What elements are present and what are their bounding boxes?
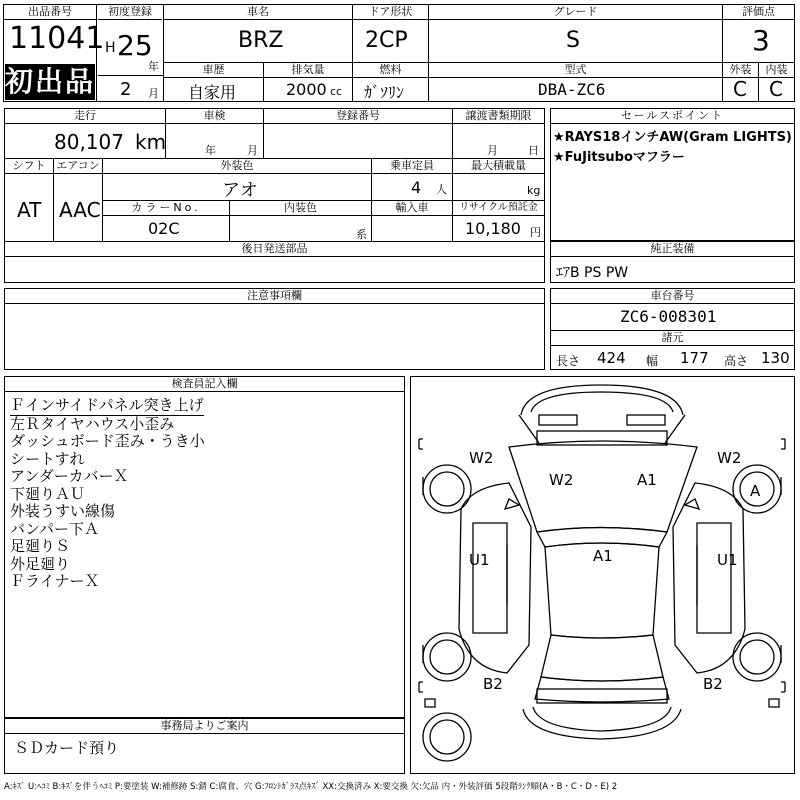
office-label: 事務局よりご案内 xyxy=(5,719,404,734)
dims-label: 諸元 xyxy=(551,331,794,346)
inspection-month-unit: 月 xyxy=(247,144,258,157)
seats-value: 4 xyxy=(411,178,422,197)
interior-label: 内装 xyxy=(759,63,794,78)
lot-label: 出品番号 xyxy=(4,5,96,20)
inspector-label: 検査員記入欄 xyxy=(5,377,404,392)
shift-value: AT xyxy=(17,198,42,222)
mark-w2-hood: W2 xyxy=(549,471,574,489)
equipment-value: ｴｱB PS PW xyxy=(556,265,629,281)
history-label: 車歴 xyxy=(164,63,263,78)
equipment-label: 純正装備 xyxy=(551,242,794,257)
color-value: アオ xyxy=(222,180,258,201)
displacement-label: 排気量 xyxy=(264,63,352,78)
reg-label: 初度登録 xyxy=(98,5,162,20)
mark-a1-hood: A1 xyxy=(637,471,657,489)
mark-a1-roof: A1 xyxy=(593,547,613,565)
plate-label: 登録番号 xyxy=(264,109,452,124)
ac-label: エアコン xyxy=(54,159,102,174)
score-label: 評価点 xyxy=(723,5,794,20)
reg-year: 25 xyxy=(117,29,153,62)
note-line: ダッシュボード歪み・うき小 xyxy=(10,432,205,450)
length-label: 長さ xyxy=(556,354,581,368)
mark-w2-front-left: W2 xyxy=(469,449,494,467)
note-line: アンダーカバーＸ xyxy=(10,467,129,485)
sales-points-list xyxy=(553,128,792,168)
note-line: バンパー下Ａ xyxy=(10,519,99,538)
note-line: 外装うすい線傷 xyxy=(10,502,116,520)
length-value: 424 xyxy=(597,349,626,367)
mileage-value: 80,107 xyxy=(54,130,124,154)
office-text: ＳＤカード預り xyxy=(14,739,120,757)
notes-label: 注意事項欄 xyxy=(5,289,544,304)
width-value: 177 xyxy=(680,349,709,367)
mark-u1-right: U1 xyxy=(717,551,738,569)
chassis-value: ZC6-008301 xyxy=(620,307,717,326)
inspector-notes xyxy=(10,395,205,591)
reg-era: H xyxy=(105,40,116,56)
ac-value: AAC xyxy=(59,198,101,222)
mileage-label: 走行 xyxy=(5,109,165,124)
mileage-unit: km xyxy=(135,130,167,154)
interior-value: C xyxy=(769,77,783,101)
exterior-label: 外装 xyxy=(723,63,758,78)
score-value: 3 xyxy=(752,24,770,57)
mark-u1-left: U1 xyxy=(469,551,490,569)
height-label: 高さ xyxy=(724,354,749,368)
first-listing-badge: 初出品 xyxy=(5,65,96,98)
color-label: 外装色 xyxy=(103,159,371,174)
grade-value: S xyxy=(566,28,580,53)
recycle-value: 10,180 xyxy=(465,219,521,238)
car-name: BRZ xyxy=(238,28,284,53)
reg-month: 2 xyxy=(120,79,132,100)
reg-year-unit: 年 xyxy=(148,60,159,73)
recycle-unit: 円 xyxy=(530,226,541,239)
inspection-year-unit: 年 xyxy=(205,144,216,157)
transfer-label: 譲渡書類期限 xyxy=(453,109,544,124)
displacement-unit: cc xyxy=(330,85,343,98)
sales-point-item: ★RAYS18インチAW(Gram LIGHTS) xyxy=(553,130,792,145)
height-value: 130 xyxy=(761,349,790,367)
mark-w2-front-right: W2 xyxy=(717,449,742,467)
mark-b2-rear-right: B2 xyxy=(703,675,723,693)
chassis-label: 車台番号 xyxy=(551,289,794,304)
exterior-value: C xyxy=(733,77,747,101)
mark-b2-rear-left: B2 xyxy=(483,675,503,693)
car-diagram-svg xyxy=(411,377,794,773)
later-parts-label: 後日発送部品 xyxy=(5,242,544,257)
damage-legend: A:ｷｽﾞ U:ﾍｺﾐ B:ｷｽﾞを伴うﾍｺﾐ P:要塗装 W:補修跡 S:錆 C:腐食、穴 G:ﾌﾛﾝﾄｶﾞﾗｽ点ｷｽﾞ XX:交換済み X:要交換 欠:欠品 内・外装評価 5段階ﾗﾝｸ順(A・B・C・D・E) 2 xyxy=(4,782,618,792)
note-line: 外足廻り xyxy=(10,554,71,573)
shift-label: シフト xyxy=(5,159,53,174)
door-type: 2CP xyxy=(365,28,408,53)
fuel-label: 燃料 xyxy=(353,63,428,78)
model-value: DBA-ZC6 xyxy=(538,80,606,99)
sales-points-label: セールスポイント xyxy=(551,109,794,124)
load-unit: kg xyxy=(527,184,541,197)
reg-month-unit: 月 xyxy=(148,87,159,100)
history-value: 自家用 xyxy=(188,83,237,102)
transfer-day-unit: 日 xyxy=(528,144,539,157)
lot-number: 11041 xyxy=(9,21,105,56)
import-label: 輸入車 xyxy=(372,201,452,216)
note-line: Ｆインサイドパネル突き上げ xyxy=(10,396,204,414)
note-line: 左Ｒタイヤハウス小歪み xyxy=(10,414,175,433)
width-label: 幅 xyxy=(646,354,659,368)
mark-a-front-right-wheel: A xyxy=(750,482,761,500)
interior-color-label: 内装色 xyxy=(230,201,371,216)
load-label: 最大積載量 xyxy=(453,159,544,174)
interior-color-unit: 系 xyxy=(356,228,367,241)
inspection-label: 車検 xyxy=(166,109,263,124)
note-line: 下廻りＡＵ xyxy=(10,484,86,503)
seats-label: 乗車定員 xyxy=(372,159,452,174)
recycle-label: リサイクル預託金 xyxy=(453,201,544,216)
name-label: 車名 xyxy=(164,5,352,20)
door-label: ドア形状 xyxy=(353,5,428,20)
note-line: ＦライナーＸ xyxy=(10,572,100,590)
grade-label: グレード xyxy=(429,5,722,20)
color-no-label: カラーNo. xyxy=(103,201,229,216)
note-line: 足廻りＳ xyxy=(10,537,71,555)
seats-unit: 人 xyxy=(436,183,447,196)
note-line: シートすれ xyxy=(10,449,85,468)
sales-point-item: ★FuJitsuboマフラー xyxy=(553,150,685,165)
car-diagram xyxy=(410,376,795,774)
color-no-value: 02C xyxy=(148,219,180,238)
transfer-month-unit: 月 xyxy=(487,144,498,157)
model-label: 型式 xyxy=(429,63,722,78)
fuel-value: ｶﾞｿﾘﾝ xyxy=(364,83,405,102)
displacement-value: 2000 xyxy=(286,80,327,99)
